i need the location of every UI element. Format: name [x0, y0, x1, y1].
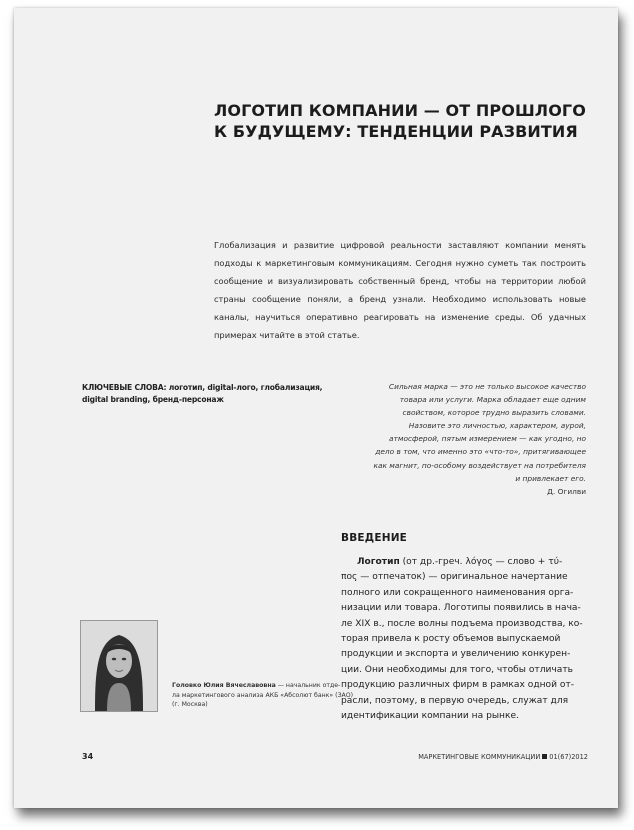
introduction-paragraph	[341, 555, 591, 724]
paragraph-line: идентификации компании на рынке.	[341, 711, 519, 722]
epigraph-line: свойством, которое трудно выразить словами.	[402, 408, 586, 418]
paragraph-line: продукции и экспорта и увеличению конкурен-	[341, 649, 571, 660]
journal-name: МАРКЕТИНГОВЫЕ КОММУНИКАЦИИ	[418, 753, 541, 761]
section-heading: ВВЕДЕНИЕ	[341, 532, 408, 544]
title-line: К БУДУЩЕМУ: ТЕНДЕНЦИИ РАЗВИТИЯ	[214, 122, 578, 141]
paragraph-line: низации или товара. Логотипы появились в нача-	[341, 603, 581, 614]
epigraph-line: дело в том, что именно это «что-то», притягивающее	[375, 447, 586, 457]
defined-term: Логотип	[357, 557, 400, 567]
paragraph-text: (от др.-греч. λόγος — слово + τύ-	[399, 557, 563, 567]
title-line: ЛОГОТИП КОМПАНИИ — ОТ ПРОШЛОГО	[214, 101, 586, 120]
author-portrait-image	[81, 621, 157, 711]
journal-footer	[418, 753, 588, 761]
paragraph-line: продукцию различных фирм в рамках одной от-	[341, 680, 575, 691]
journal-page	[14, 8, 618, 808]
epigraph-line: атмосферой, пятым измерением — как угодно, но	[389, 434, 586, 444]
bio-line: ла маркетингового анализа АКБ «Абсолют банк» (ЗАО)	[172, 691, 354, 699]
epigraph-line: как магнит, по-особому воздействует на потребителя	[373, 460, 586, 470]
article-title	[214, 100, 594, 142]
paragraph-line: торая привела к росту объемов выпускаемой	[341, 634, 561, 645]
article-abstract: Глобализация и развитие цифровой реальности заставляют компании менять подходы к маркетинговым коммуникациям. Сегодня нужно суметь так построить сообщение и визуализировать собственный бренд, чтобы на территории любой страны сообщение поняли, а бренд узнали. Необходимо использовать новые каналы, научиться оперативно реагировать на изменение среды. Об удачных примерах читайте в этой статье.	[214, 240, 586, 340]
author-name: Головко Юлия Вячеславовна	[172, 682, 276, 689]
author-position: — начальник отде-	[275, 682, 341, 689]
page-number: 34	[82, 752, 94, 761]
epigraph-quote	[340, 380, 586, 498]
paragraph-line: полного или сокращенного наименования орга-	[341, 587, 574, 598]
epigraph-line: Сильная марка — это не только высокое качество	[388, 382, 586, 391]
author-photo	[80, 620, 158, 712]
paragraph-line: πος — отпечаток) — оригинальное начертание	[341, 572, 568, 583]
epigraph-line: товара или услуги. Марка обладает еще одним	[399, 395, 586, 405]
epigraph-author: Д. Огилви	[547, 486, 586, 496]
bio-line: (г. Москва)	[172, 701, 208, 709]
journal-issue: 01(67)2012	[549, 753, 588, 761]
keywords: КЛЮЧЕВЫЕ СЛОВА: логотип, digital-лого, глобализация, digital branding, бренд-персонаж	[82, 383, 323, 405]
paragraph-line: ле XIX в., после волны подъема производства, ко-	[341, 618, 583, 629]
author-bio	[172, 681, 354, 710]
epigraph-line: Назовите это личностью, характером, аурой,	[408, 421, 586, 431]
square-bullet-icon	[542, 754, 547, 759]
bio-line	[172, 681, 342, 691]
paragraph-line: ции. Они необходимы для того, чтобы отличать	[341, 664, 574, 675]
epigraph-line: и привлекает его.	[515, 473, 586, 483]
paragraph-first-line	[341, 555, 591, 570]
paragraph-line: расли, поэтому, в первую очередь, служат для	[341, 695, 569, 706]
